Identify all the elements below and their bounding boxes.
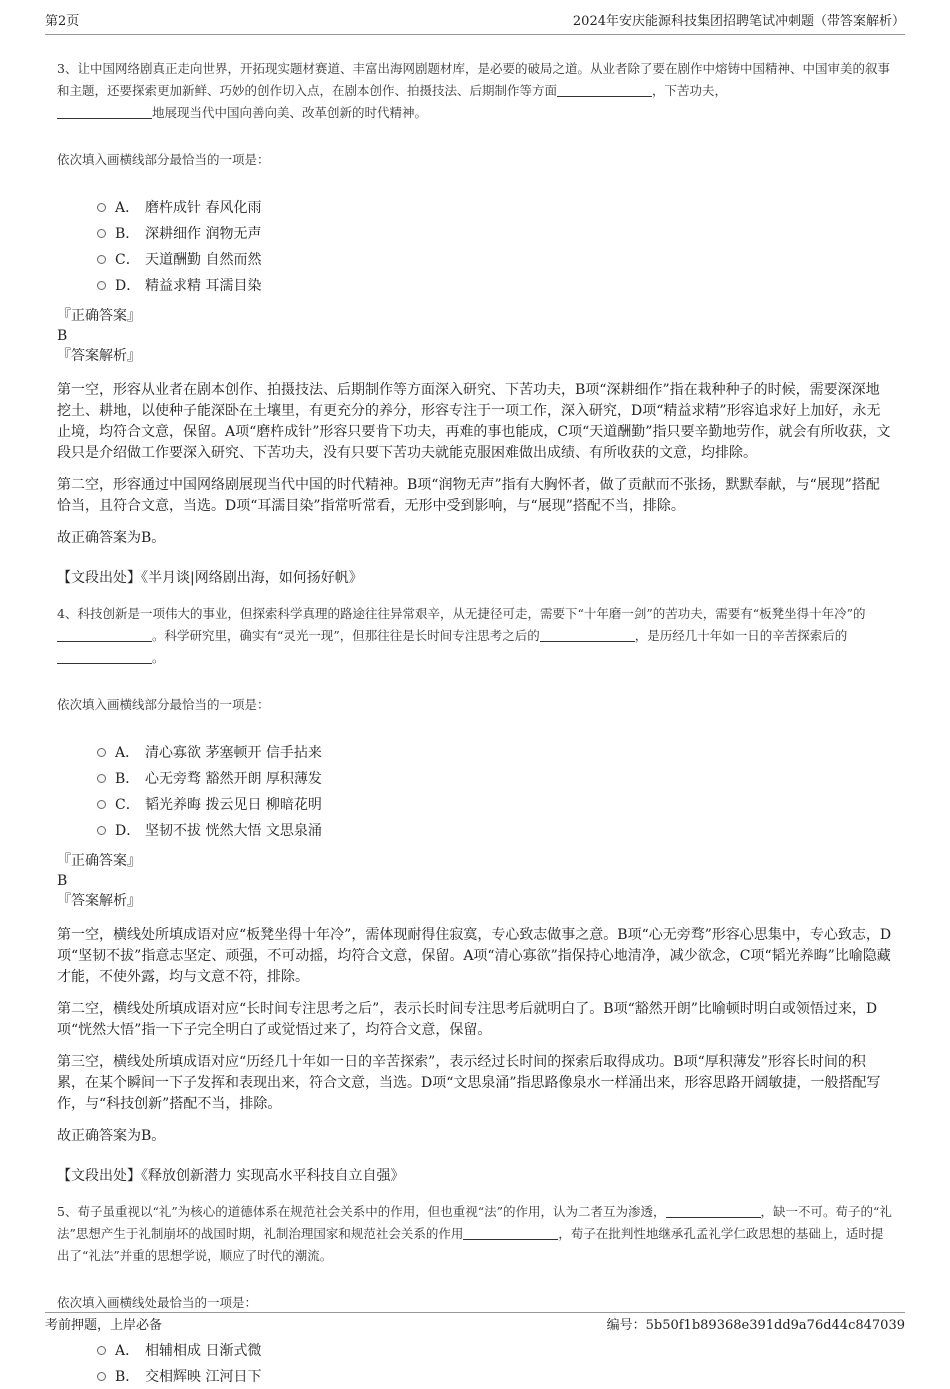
blank-1: [557, 82, 652, 97]
question-5: [57, 1201, 893, 1389]
question-3-prompt: 依次填入画横线部分最恰当的一项是：: [57, 152, 270, 167]
radio-icon[interactable]: [97, 203, 106, 212]
answer-value: B: [57, 873, 68, 889]
analysis-conclusion: 故正确答案为B。: [57, 1128, 166, 1144]
radio-icon[interactable]: [97, 748, 106, 757]
answer-value: B: [57, 328, 68, 344]
source-citation: 【文段出处】《释放创新潜力 实现高水平科技自立自强》: [57, 1168, 405, 1184]
option-a[interactable]: A． 清心寡欲 茅塞顿开 信手拈来: [97, 739, 893, 765]
blank-2: [463, 1225, 558, 1240]
option-d[interactable]: D． 坚韧不拔 恍然大悟 文思泉涌: [97, 817, 893, 843]
radio-icon[interactable]: [97, 1346, 106, 1355]
page-footer: [45, 1312, 905, 1340]
analysis-conclusion: 故正确答案为B。: [57, 530, 166, 546]
blank-1: [666, 1203, 761, 1218]
radio-icon[interactable]: [97, 1372, 106, 1381]
radio-icon[interactable]: [97, 255, 106, 264]
main-content: [57, 58, 893, 1389]
question-3-options: [57, 194, 893, 298]
analysis-label: 『答案解析』: [57, 348, 141, 364]
analysis-paragraph: 第二空，横线处所填成语对应“长时间专注思考之后”，表示长时间专注思考后就明白了。B项“豁然开朗”比喻顿时明白或领悟过来，D项“恍然大悟”指一下子完全明白了或觉悟过来了，均符合文意，保留。: [57, 1001, 878, 1038]
option-a[interactable]: A． 磨杵成针 春风化雨: [97, 194, 893, 220]
option-c[interactable]: C． 韬光养晦 拨云见日 柳暗花明: [97, 791, 893, 817]
page-header: [45, 12, 905, 35]
analysis-paragraph: 第二空，形容通过中国网络剧展现当代中国的时代精神。B项“润物无声”指有大胸怀者，做了贡献而不张扬，默默奉献，与“展现”搭配恰当，且符合文意，当选。D项“耳濡目染”指常听常看，无形中受到影响，与“展现”搭配不当，排除。: [57, 477, 880, 514]
question-5-prompt: 依次填入画横线处最恰当的一项是：: [57, 1295, 258, 1310]
analysis-label: 『答案解析』: [57, 893, 141, 909]
question-4-stem: 4、科技创新是一项伟大的事业，但探索科学真理的路途往往异常艰辛，从无捷径可走，需要下“十年磨一剑”的苦功夫，需要有“板凳坐得十年冷”的。科学研究里，确实有“灵光一现”，但那往往是长时间专注思考之后的 ，是历经几十年如一日的辛苦探索后的。: [57, 606, 866, 665]
analysis-paragraph: 第一空，形容从业者在剧本创作、拍摄技法、后期制作等方面深入研究、下苦功夫，B项“深耕细作”指在栽种种子的时候，需要深深地挖土、耕地，以使种子能深卧在土壤里，有更充分的养分，形容专注于一项工作，深入研究，D项“精益求精”形容追求好上加好，永无止境，均符合文意，保留。A项“磨杵成针”形容只要肯下功夫，再难的事也能成，C项“天道酬勤”指只要辛勤地劳作，就会有所收获，文段只是介绍做工作要深入研究、下苦功夫，没有只要下苦功夫就能克服困难做出成绩、有所收获的文意，均排除。: [57, 382, 891, 461]
radio-icon[interactable]: [97, 826, 106, 835]
blank-1: [57, 627, 152, 642]
footer-slogan: 考前押题，上岸必备: [45, 1318, 163, 1333]
source-citation: 【文段出处】《半月谈|网络剧出海，如何扬好帆》: [57, 570, 363, 586]
question-4-prompt: 依次填入画横线部分最恰当的一项是：: [57, 697, 270, 712]
option-b[interactable]: B． 深耕细作 润物无声: [97, 220, 893, 246]
option-a[interactable]: A． 相辅相成 日渐式微: [97, 1337, 893, 1363]
answer-label: 『正确答案』: [57, 308, 141, 324]
question-4-options: [57, 739, 893, 843]
option-b[interactable]: B． 交相辉映 江河日下: [97, 1363, 893, 1389]
radio-icon[interactable]: [97, 281, 106, 290]
question-5-stem: 5、荀子虽重视以“礼”为核心的道德体系在规范社会关系中的作用，但也重视“法”的作用，认为二者互为渗透， ，缺一不可。荀子的“礼法”思想产生于礼制崩坏的战国时期，礼制治理国家和规范社会关系的作用 ，荀子在批判性地继承孔孟礼学仁政思想的基础上，适时提出了“礼法”并重的思想学说，顺应了时代的潮流。: [57, 1204, 892, 1263]
option-d[interactable]: D． 精益求精 耳濡目染: [97, 272, 893, 298]
document-title: 2024年安庆能源科技集团招聘笔试冲刺题（带答案解析）: [572, 14, 905, 29]
answer-label: 『正确答案』: [57, 853, 141, 869]
page-number: 第2页: [45, 14, 80, 29]
option-c[interactable]: C． 天道酬勤 自然而然: [97, 246, 893, 272]
radio-icon[interactable]: [97, 774, 106, 783]
blank-3: [57, 649, 152, 664]
question-3-stem: 3、让中国网络剧真正走向世界，开拓现实题材赛道、丰富出海网剧题材库，是必要的破局之道。从业者除了要在剧作中熔铸中国精神、中国审美的叙事和主题，还要探索更加新鲜、巧妙的创作切入点，在剧本创作、拍摄技法、后期制作等方面 ，下苦功夫， 地展现当代中国向善向美、改革创新的时代精神。: [57, 61, 890, 120]
radio-icon[interactable]: [97, 800, 106, 809]
analysis-paragraph: 第一空，横线处所填成语对应“板凳坐得十年冷”，需体现耐得住寂寞，专心致志做事之意。B项“心无旁骛”形容心思集中，专心致志，D项“坚韧不拔”指意志坚定、顽强，不可动摇，均符合文意，保留。A项“清心寡欲”指保持心地清净，减少欲念，C项“韬光养晦”比喻隐藏才能，不使外露，均与文意不符，排除。: [57, 927, 892, 985]
blank-2: [57, 104, 152, 119]
analysis-paragraph: 第三空，横线处所填成语对应“历经几十年如一日的辛苦探索”，表示经过长时间的探索后取得成功。B项“厚积薄发”形容长时间的积累，在某个瞬间一下子发挥和表现出来，符合文意，当选。D项“文思泉涌”指思路像泉水一样涌出来，形容思路开阔敏捷，一般搭配写作，与“科技创新”搭配不当，排除。: [57, 1054, 881, 1112]
question-3: [57, 58, 893, 589]
document-id: 编号：5b50f1b89368e391dd9a76d44c847039: [606, 1318, 905, 1333]
radio-icon[interactable]: [97, 229, 106, 238]
question-4: [57, 603, 893, 1187]
option-b[interactable]: B． 心无旁骛 豁然开朗 厚积薄发: [97, 765, 893, 791]
blank-2: [540, 627, 635, 642]
